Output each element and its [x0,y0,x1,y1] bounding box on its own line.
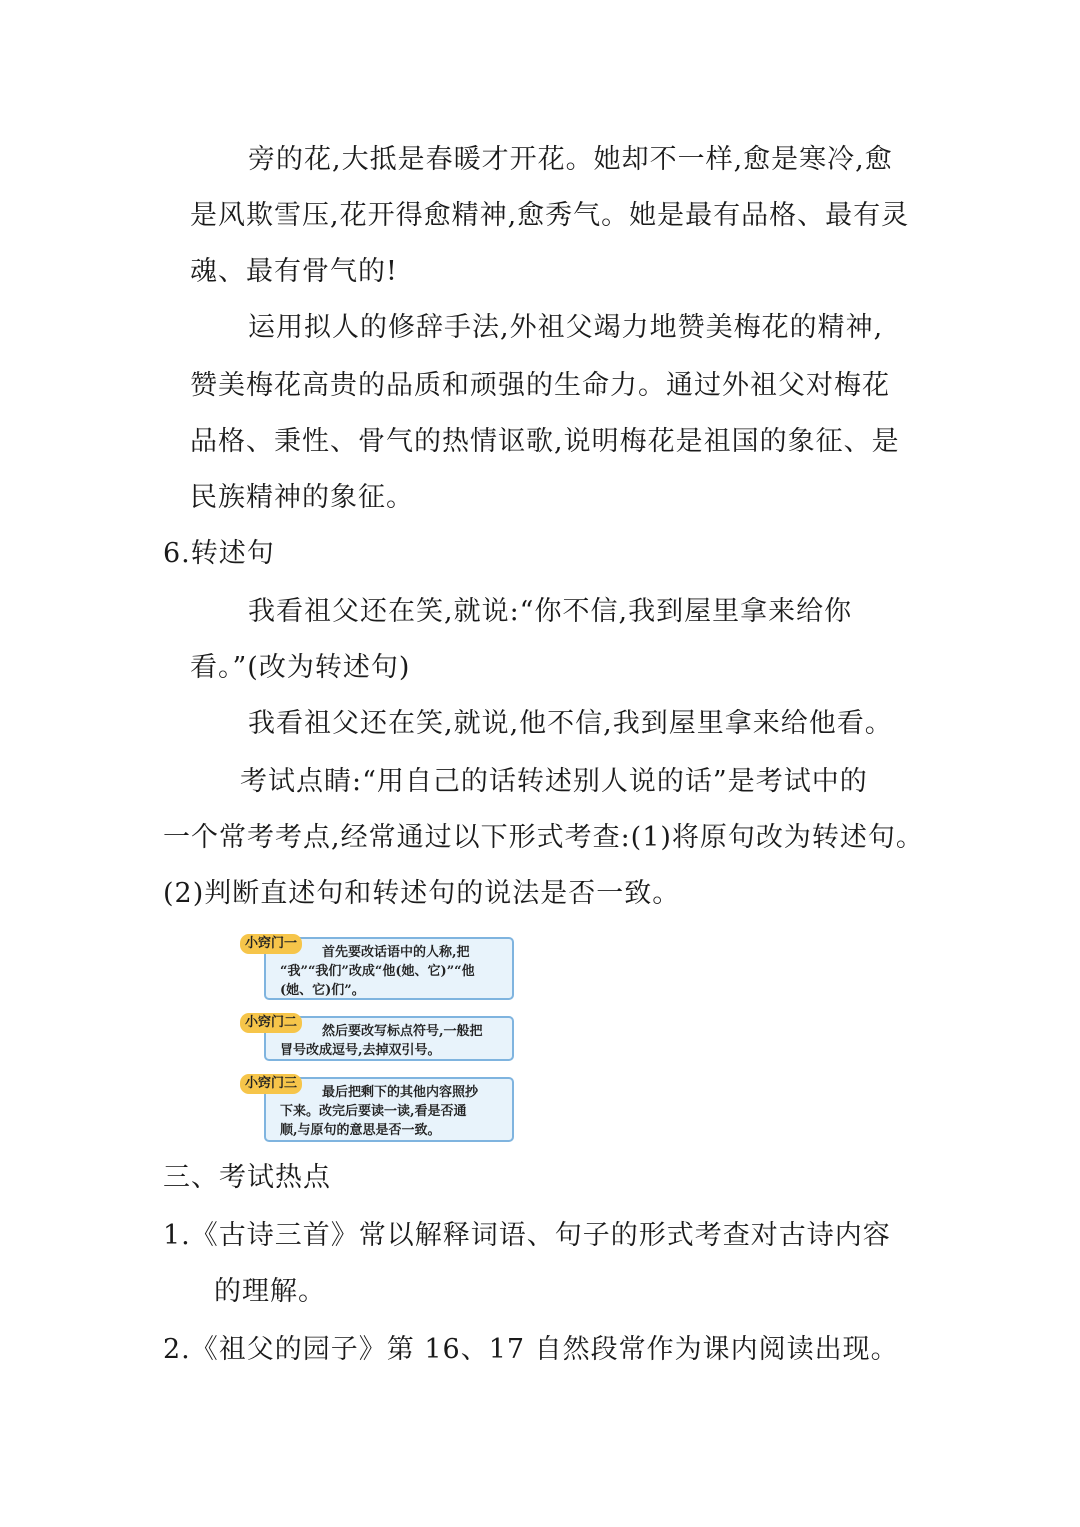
list-item: 2.《祖父的园子》第 16、17 自然段常作为课内阅读出现。 [163,1334,899,1365]
tip-text-line: 然后要改写标点符号,一般把 [322,1024,483,1039]
tip-text-line: 顺,与原句的意思是否一致。 [280,1123,441,1138]
tip-card [240,1013,520,1061]
tip-tag: 小窍门三 [240,1074,302,1094]
tip-card [240,1074,520,1142]
tip-text-line: 下来。改完后要读一读,看是否通 [280,1104,467,1119]
paragraph-line: 看。”(改为转述句) [190,652,411,683]
paragraph-line: (2)判断直述句和转述句的说法是否一致。 [163,878,681,909]
section-heading: 6.转述句 [163,538,275,569]
paragraph-line: 考试点睛:“用自己的话转述别人说的话”是考试中的 [240,766,868,797]
tip-tag: 小窍门一 [240,934,302,954]
tip-text-line: 首先要改话语中的人称,把 [322,945,470,960]
section-title: 三、考试热点 [163,1162,331,1193]
paragraph-line: 是风欺雪压,花开得愈精神,愈秀气。她是最有品格、最有灵 [190,200,910,231]
paragraph-line: 赞美梅花高贵的品质和顽强的生命力。通过外祖父对梅花 [190,370,890,401]
tip-text-line: (她、它)们”。 [280,983,365,998]
tip-tag: 小窍门二 [240,1013,302,1033]
paragraph-line: 我看祖父还在笑,就说:“你不信,我到屋里拿来给你 [248,596,853,627]
tip-text-line: 冒号改成逗号,去掉双引号。 [280,1043,441,1058]
paragraph-line: 民族精神的象征。 [190,482,414,513]
tip-card [240,934,520,1000]
tip-text-line: 最后把剩下的其他内容照抄 [322,1085,479,1100]
list-item: 1.《古诗三首》常以解释词语、句子的形式考查对古诗内容 [163,1220,891,1251]
paragraph-line: 一个常考考点,经常通过以下形式考查:(1)将原句改为转述句。 [163,822,924,853]
paragraph-line: 魂、最有骨气的! [190,256,398,287]
paragraph-line: 旁的花,大抵是春暖才开花。她却不一样,愈是寒冷,愈 [248,144,893,175]
list-item-continued: 的理解。 [214,1276,326,1307]
paragraph-line: 品格、秉性、骨气的热情讴歌,说明梅花是祖国的象征、是 [190,426,900,457]
tip-text-line: “我”“我们”改成“他(她、它)”“他 [280,964,475,979]
paragraph-line: 运用拟人的修辞手法,外祖父竭力地赞美梅花的精神, [248,312,884,343]
paragraph-line: 我看祖父还在笑,就说,他不信,我到屋里拿来给他看。 [248,708,893,739]
